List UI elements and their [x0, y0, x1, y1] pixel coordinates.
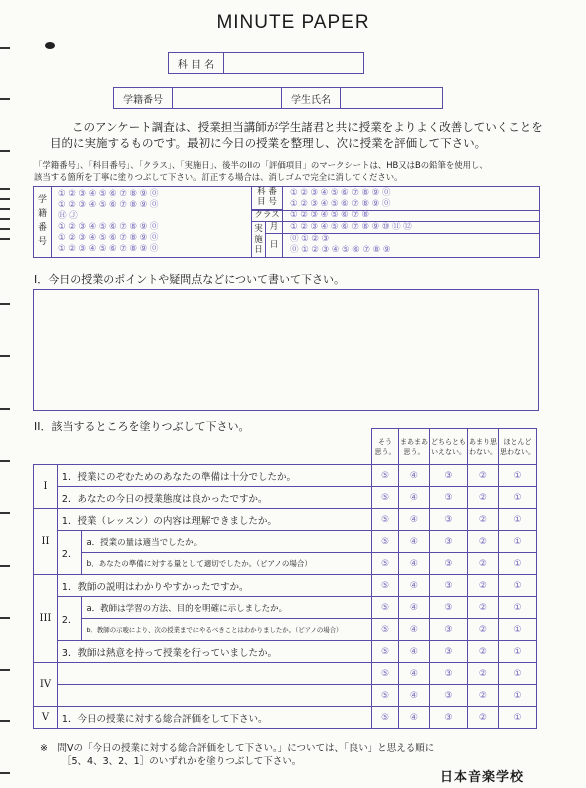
mark-4[interactable]: ④: [398, 685, 429, 707]
mark-2[interactable]: ②: [467, 531, 498, 553]
mark-1[interactable]: ①: [498, 509, 536, 531]
mark-3[interactable]: ③: [429, 685, 467, 707]
class-label: クラス: [252, 210, 283, 221]
question-3-3: 3．教師は熱意を持って授業を行っていましたか。: [57, 641, 371, 663]
question-3-1: 1．教師の説明はわかりやすかったですか。: [57, 575, 371, 597]
mark-5[interactable]: ⑤: [371, 663, 398, 685]
scale-header-3: どちらとも いえない。: [429, 429, 467, 465]
question-2-2b: b．あなたの準備に対する量として適切でしたか。（ピアノの場合）: [82, 553, 372, 575]
mark-4[interactable]: ④: [398, 575, 429, 597]
subject-name-field: [168, 52, 364, 74]
student-name-input[interactable]: [341, 88, 443, 109]
page-title: MINUTE PAPER: [216, 12, 370, 33]
question-2-2-number: 2．: [57, 531, 82, 575]
mark-2[interactable]: ②: [467, 509, 498, 531]
month-bubbles[interactable]: ①②③④⑤⑥⑦⑧⑨⑩⑪⑫: [290, 222, 415, 232]
month-label: 月: [266, 222, 283, 234]
mark-1[interactable]: ①: [498, 575, 536, 597]
mark-2[interactable]: ②: [467, 553, 498, 575]
evaluation-table: [33, 428, 537, 729]
intro-line-2: 目的に実施するものです。最初に今日の授業を整理し、次に授業を評価して下さい。: [50, 136, 487, 150]
question-1-2: 2．あなたの今日の授業態度は良かったですか。: [57, 487, 371, 509]
mark-4[interactable]: ④: [398, 553, 429, 575]
binder-hole-dot: [45, 42, 55, 49]
mark-1[interactable]: ①: [498, 465, 536, 487]
group-5-roman: V: [34, 707, 58, 729]
mark-5[interactable]: ⑤: [371, 707, 398, 729]
student-name-label: 学生氏名: [282, 88, 341, 109]
mark-4[interactable]: ④: [398, 487, 429, 509]
school-name: 日本音楽学校: [440, 770, 525, 785]
mark-3[interactable]: ③: [429, 707, 467, 729]
footnote-line-2: ［5、4、3、2、1］のいずれかを塗りつぶして下さい。: [62, 756, 302, 767]
mark-5[interactable]: ⑤: [371, 531, 398, 553]
mark-5[interactable]: ⑤: [371, 685, 398, 707]
day-bubbles[interactable]: ⓪①②③ ⓪①②③④⑤⑥⑦⑧⑨: [290, 234, 393, 255]
student-id-input[interactable]: [173, 88, 282, 109]
mark-5[interactable]: ⑤: [371, 597, 398, 619]
group-4-roman: IV: [34, 663, 58, 707]
class-bubbles[interactable]: ①②③④⑤⑥⑦⑧: [290, 210, 372, 220]
subject-number-label: 科 番 目 号: [252, 187, 283, 210]
section-2-heading: II．該当するところを塗りつぶして下さい。: [34, 420, 250, 433]
section-1-freetext-box[interactable]: [33, 289, 539, 411]
question-3-2b: b．教師の示唆により、次の授業までにやるべきことはわかりましたか。（ピアノの場合）: [82, 619, 372, 641]
mark-sheet-grid: [33, 186, 540, 258]
mark-4[interactable]: ④: [398, 707, 429, 729]
subject-name-input[interactable]: [224, 53, 364, 74]
mark-1[interactable]: ①: [498, 487, 536, 509]
mark-1[interactable]: ①: [498, 641, 536, 663]
mark-1[interactable]: ①: [498, 553, 536, 575]
question-4-1-blank: [57, 663, 371, 685]
mark-2[interactable]: ②: [467, 597, 498, 619]
mark-1[interactable]: ①: [498, 597, 536, 619]
mark-3[interactable]: ③: [429, 553, 467, 575]
mark-2[interactable]: ②: [467, 641, 498, 663]
mark-4[interactable]: ④: [398, 509, 429, 531]
mark-3[interactable]: ③: [429, 531, 467, 553]
mark-1[interactable]: ①: [498, 531, 536, 553]
mark-3[interactable]: ③: [429, 465, 467, 487]
intro-line-1: このアンケート調査は、授業担当講師が学生諸君と共に授業をよりよく改善していくことを: [72, 120, 543, 134]
mark-3[interactable]: ③: [429, 641, 467, 663]
group-3-roman: III: [34, 575, 58, 663]
mark-3[interactable]: ③: [429, 487, 467, 509]
mark-5[interactable]: ⑤: [371, 465, 398, 487]
mark-4[interactable]: ④: [398, 619, 429, 641]
instruction-line-1: 「学籍番号」、「科目番号」、「クラス」、「実施日」、後半のIIの「評価項目」のマークシートは、HB又はBの鉛筆を使用し、: [34, 160, 488, 170]
subject-number-bubbles[interactable]: ①②③④⑤⑥⑦⑧⑨⓪ ①②③④⑤⑥⑦⑧⑨⓪: [290, 188, 393, 209]
question-5-1: 1．今日の授業に対する総合評価をして下さい。: [57, 707, 371, 729]
mark-3[interactable]: ③: [429, 663, 467, 685]
mark-5[interactable]: ⑤: [371, 641, 398, 663]
mark-5[interactable]: ⑤: [371, 509, 398, 531]
date-label: 実 施 日: [252, 222, 266, 257]
mark-5[interactable]: ⑤: [371, 619, 398, 641]
mark-4[interactable]: ④: [398, 641, 429, 663]
mark-1[interactable]: ①: [498, 619, 536, 641]
question-3-2a: a．教師は学習の方法、目的を明確に示しましたか。: [82, 597, 372, 619]
mark-2[interactable]: ②: [467, 487, 498, 509]
mark-4[interactable]: ④: [398, 597, 429, 619]
question-4-2-blank: [57, 685, 371, 707]
mark-3[interactable]: ③: [429, 575, 467, 597]
footnote-line-1: ※ 問Vの「今日の授業に対する総合評価をして下さい。」については、「良い」と思える順に: [40, 743, 435, 754]
mark-2[interactable]: ②: [467, 707, 498, 729]
mark-3[interactable]: ③: [429, 619, 467, 641]
question-2-2a: a．授業の量は適当でしたか。: [82, 531, 372, 553]
mark-2[interactable]: ②: [467, 685, 498, 707]
group-1-roman: I: [34, 465, 58, 509]
scale-header-4: まあまあ 思う。: [398, 429, 429, 465]
mark-5[interactable]: ⑤: [371, 553, 398, 575]
mark-1[interactable]: ①: [498, 663, 536, 685]
mark-5[interactable]: ⑤: [371, 575, 398, 597]
day-label: 日: [266, 234, 283, 257]
mark-1[interactable]: ①: [498, 707, 536, 729]
question-2-1: 1．授業（レッスン）の内容は理解できましたか。: [57, 509, 371, 531]
mark-4[interactable]: ④: [398, 465, 429, 487]
question-3-2-number: 2．: [57, 597, 82, 641]
mark-3[interactable]: ③: [429, 509, 467, 531]
mark-2[interactable]: ②: [467, 619, 498, 641]
student-id-bubbles[interactable]: ①②③④⑤⑥⑦⑧⑨⓪ ①②③④⑤⑥⑦⑧⑨⓪ ⒽⒿ ①②③④⑤⑥⑦⑧⑨⓪ ①②③④⑤⑥⑦⑧⑨⓪ ①②③④⑤⑥⑦⑧⑨⓪: [58, 189, 161, 254]
mark-3[interactable]: ③: [429, 597, 467, 619]
mark-2[interactable]: ②: [467, 465, 498, 487]
mark-2[interactable]: ②: [467, 575, 498, 597]
mark-4[interactable]: ④: [398, 663, 429, 685]
mark-2[interactable]: ②: [467, 663, 498, 685]
scale-header-5: そう 思う。: [371, 429, 398, 465]
group-2-roman: II: [34, 509, 58, 575]
mark-1[interactable]: ①: [498, 685, 536, 707]
student-id-grid-label: 学 籍 番 号: [34, 187, 52, 257]
mark-5[interactable]: ⑤: [371, 487, 398, 509]
instruction-line-2: 該当する箇所を丁寧に塗りつぶして下さい。訂正する場合は、消しゴムで完全に消してください。: [34, 172, 403, 182]
scale-header-1: ほとんど 思わない。: [498, 429, 536, 465]
student-id-label: 学籍番号: [114, 88, 173, 109]
student-info-field: [113, 87, 443, 109]
question-1-1: 1．授業にのぞむためのあなたの準備は十分でしたか。: [57, 465, 371, 487]
mark-4[interactable]: ④: [398, 531, 429, 553]
section-1-heading: I．今日の授業のポイントや疑問点などについて書いて下さい。: [34, 273, 346, 286]
scale-header-2: あまり思 わない。: [467, 429, 498, 465]
subject-name-label: 科 目 名: [169, 53, 224, 74]
